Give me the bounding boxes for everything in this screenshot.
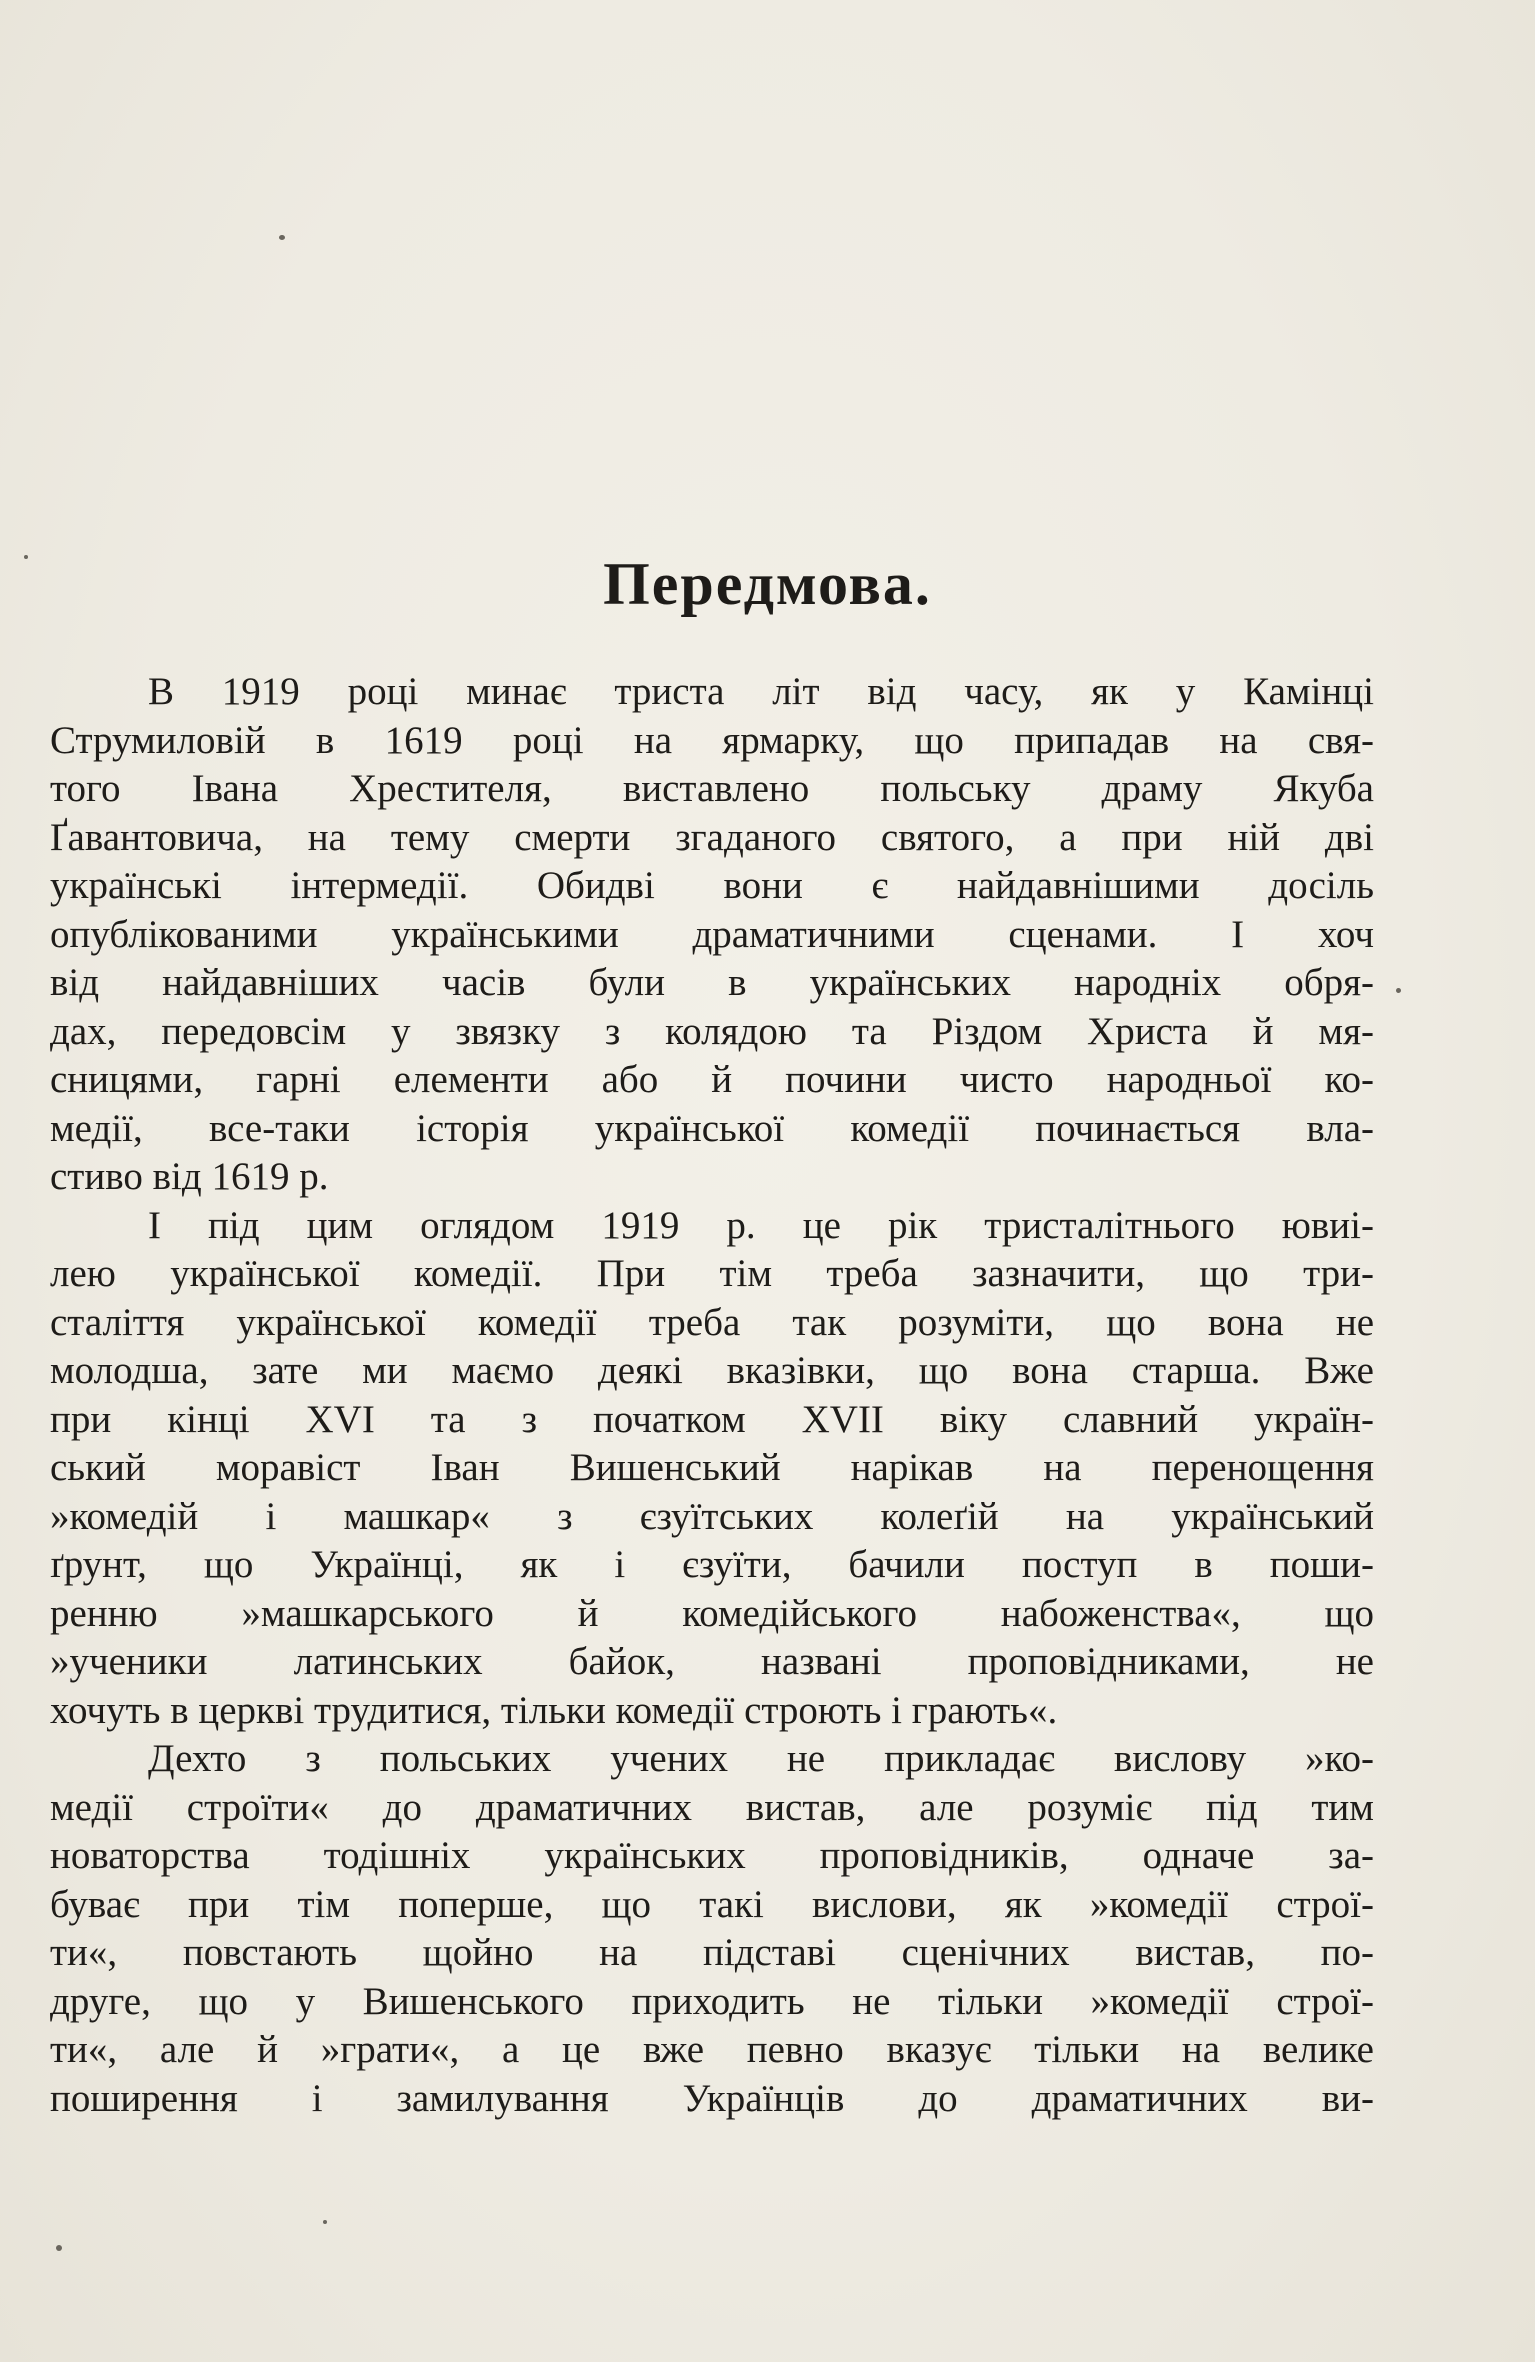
text-line: »комедій і машкар« з єзуїтських колеґій на український [50, 1494, 1374, 1538]
text-line: хочуть в церкві трудитися, тільки комедії строють і грають«. [50, 1688, 1058, 1732]
text-line: ти«, але й »грати«, а це вже певно вказує тільки на велике [50, 2028, 1374, 2071]
text-line: медії, все-таки історія української комедії починається вла- [50, 1106, 1374, 1150]
text-line: новаторства тодішніх українських проповідників, одначе за- [50, 1834, 1374, 1877]
paper-speck [323, 2220, 327, 2224]
paper-speck [56, 2245, 62, 2251]
text-line: поширення і замилування Українців до драматичних ви- [50, 2076, 1374, 2120]
text-line: медії строїти« до драматичних вистав, але розуміє під тим [50, 1785, 1374, 1829]
body-text [50, 668, 1374, 2123]
paper-speck [279, 235, 285, 240]
text-line: дах, передовсім у звязку з колядою та Різдом Христа й мя- [50, 1009, 1374, 1053]
text-line: ський моравіст Іван Вишенський нарікав на перенощення [50, 1446, 1374, 1489]
page-title: Передмова. [603, 551, 932, 617]
text-line: сталіття української комедії треба так розуміти, що вона не [50, 1300, 1374, 1344]
text-line: друге, що у Вишенського приходить не тільки »комедії строї- [50, 1979, 1374, 2023]
text-line: молодша, зате ми маємо деякі вказівки, що вона старша. Вже [50, 1349, 1374, 1392]
text-line: ґрунт, що Українці, як і єзуїти, бачили поступ в поши- [50, 1543, 1374, 1586]
text-line: ти«, повстають щойно на підставі сценічних вистав, по- [50, 1931, 1374, 1974]
text-line: В 1919 році минає триста літ від часу, як у Камінці [148, 670, 1374, 713]
text-line: того Івана Хрестителя, виставлено польську драму Якуба [50, 767, 1374, 810]
text-line: стиво від 1619 р. [50, 1155, 329, 1198]
text-line: Струмиловій в 1619 році на ярмарку, що припадав на свя- [50, 718, 1374, 762]
text-line: українські інтермедії. Обидві вони є найдавнішими досіль [50, 864, 1374, 907]
text-line: ренню »машкарського й комедійського набоженства«, що [50, 1591, 1374, 1635]
paper-speck [24, 555, 28, 559]
text-line: при кінці XVI та з початком XVII віку славний україн- [50, 1397, 1374, 1441]
text-line: сницями, гарні елементи або й почини чисто народньої ко- [50, 1058, 1374, 1101]
text-line: буває при тім поперше, що такі вислови, як »комедії строї- [50, 1882, 1374, 1926]
text-line: Ґавантовича, на тему смерти згаданого святого, а при ній дві [50, 815, 1374, 859]
text-line: І під цим оглядом 1919 р. це рік тристалітнього ювиі- [148, 1203, 1374, 1247]
text-line: від найдавніших часів були в українських народніх обря- [50, 961, 1374, 1004]
text-line: лею української комедії. При тім треба зазначити, що три- [50, 1252, 1374, 1295]
text-line: »ученики латинських байок, названі проповідниками, не [50, 1640, 1374, 1683]
paper-speck [1396, 988, 1401, 993]
text-line: Дехто з польських учених не прикладає вислову »ко- [148, 1737, 1374, 1780]
text-line: опублікованими українськими драматичними сценами. І хоч [50, 912, 1374, 956]
